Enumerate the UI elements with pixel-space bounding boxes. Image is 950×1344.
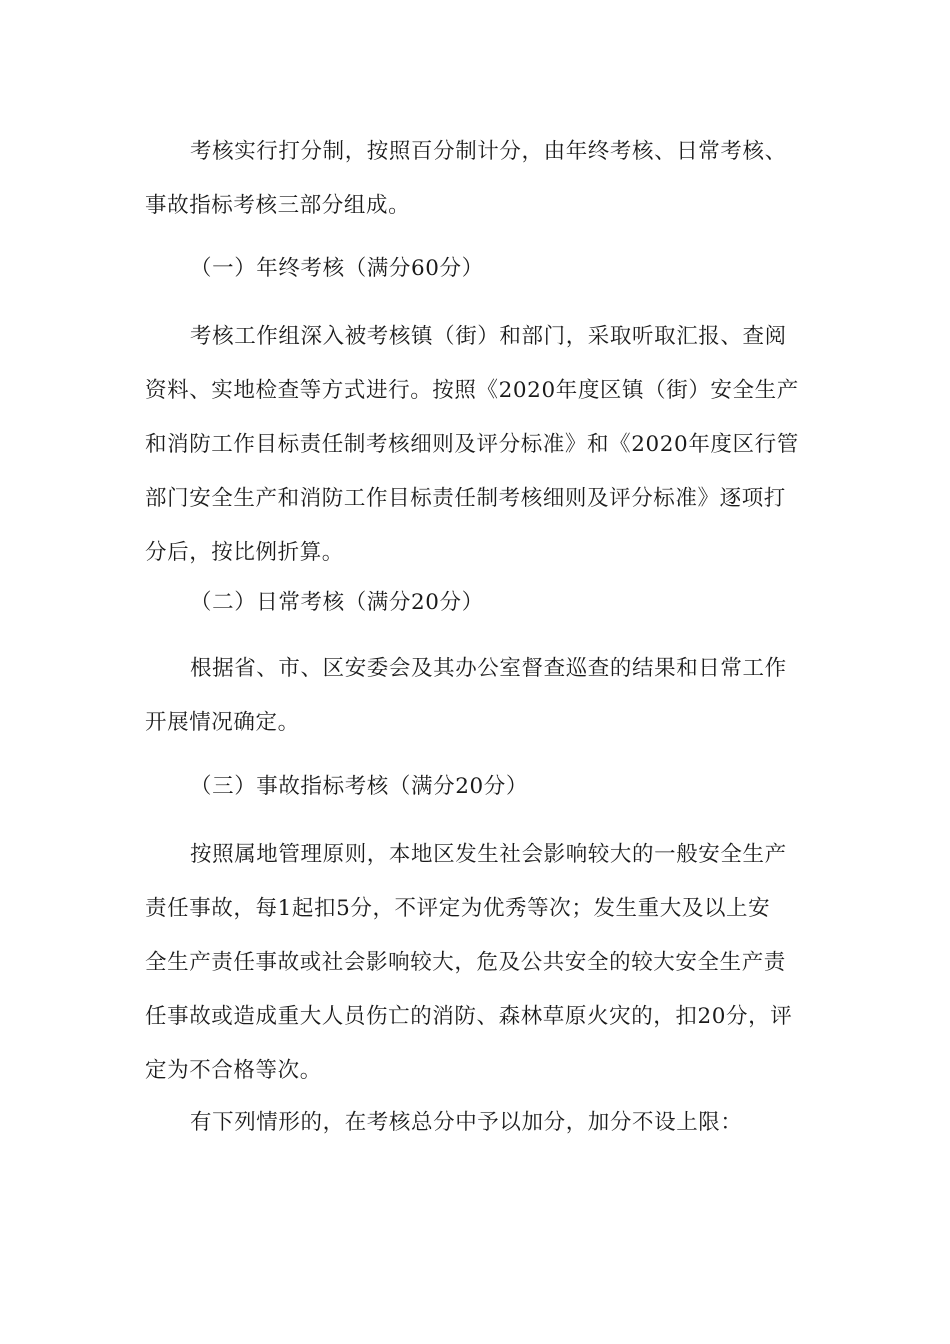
section-heading-text: （三）事故指标考核（满分20分） (190, 774, 528, 799)
paragraph-line: 开展情况确定。 (145, 710, 300, 735)
paragraph-line: 考核实行打分制，按照百分制计分，由年终考核、日常考核、 (190, 139, 787, 164)
paragraph-line: 根据省、市、区安委会及其办公室督查巡查的结果和日常工作 (190, 656, 787, 681)
section-heading-daily (145, 576, 805, 630)
paragraph-accident-details (145, 828, 805, 1098)
paragraph-bonus-points (145, 1096, 805, 1150)
paragraph-line: 有下列情形的，在考核总分中予以加分，加分不设上限： (190, 1110, 743, 1135)
paragraph-line: 资料、实地检查等方式进行。按照《2020年度区镇（街）安全生产 (145, 378, 799, 403)
paragraph-line: 责任事故，每1起扣5分，不评定为优秀等次；发生重大及以上安 (145, 896, 771, 921)
section-heading-text: （一）年终考核（满分60分） (190, 256, 484, 281)
paragraph-line: 考核工作组深入被考核镇（街）和部门，采取听取汇报、查阅 (190, 324, 787, 349)
paragraph-line: 全生产责任事故或社会影响较大，危及公共安全的较大安全生产责 (145, 950, 786, 975)
section-heading-accident (145, 760, 805, 814)
paragraph-line: 定为不合格等次。 (145, 1058, 322, 1083)
paragraph-line: 事故指标考核三部分组成。 (145, 193, 411, 218)
paragraph-annual-details (145, 310, 805, 580)
paragraph-line: 部门安全生产和消防工作目标责任制考核细则及评分标准》逐项打 (145, 486, 786, 511)
section-heading-annual (145, 242, 805, 296)
paragraph-line: 和消防工作目标责任制考核细则及评分标准》和《2020年度区行管 (145, 432, 799, 457)
paragraph-daily-details (145, 642, 805, 750)
paragraph-line: 按照属地管理原则，本地区发生社会影响较大的一般安全生产 (190, 842, 787, 867)
paragraph-line: 分后，按比例折算。 (145, 540, 344, 565)
paragraph-scoring-system (145, 125, 805, 233)
section-heading-text: （二）日常考核（满分20分） (190, 590, 484, 615)
paragraph-line: 任事故或造成重大人员伤亡的消防、森林草原火灾的，扣20分，评 (145, 1004, 793, 1029)
